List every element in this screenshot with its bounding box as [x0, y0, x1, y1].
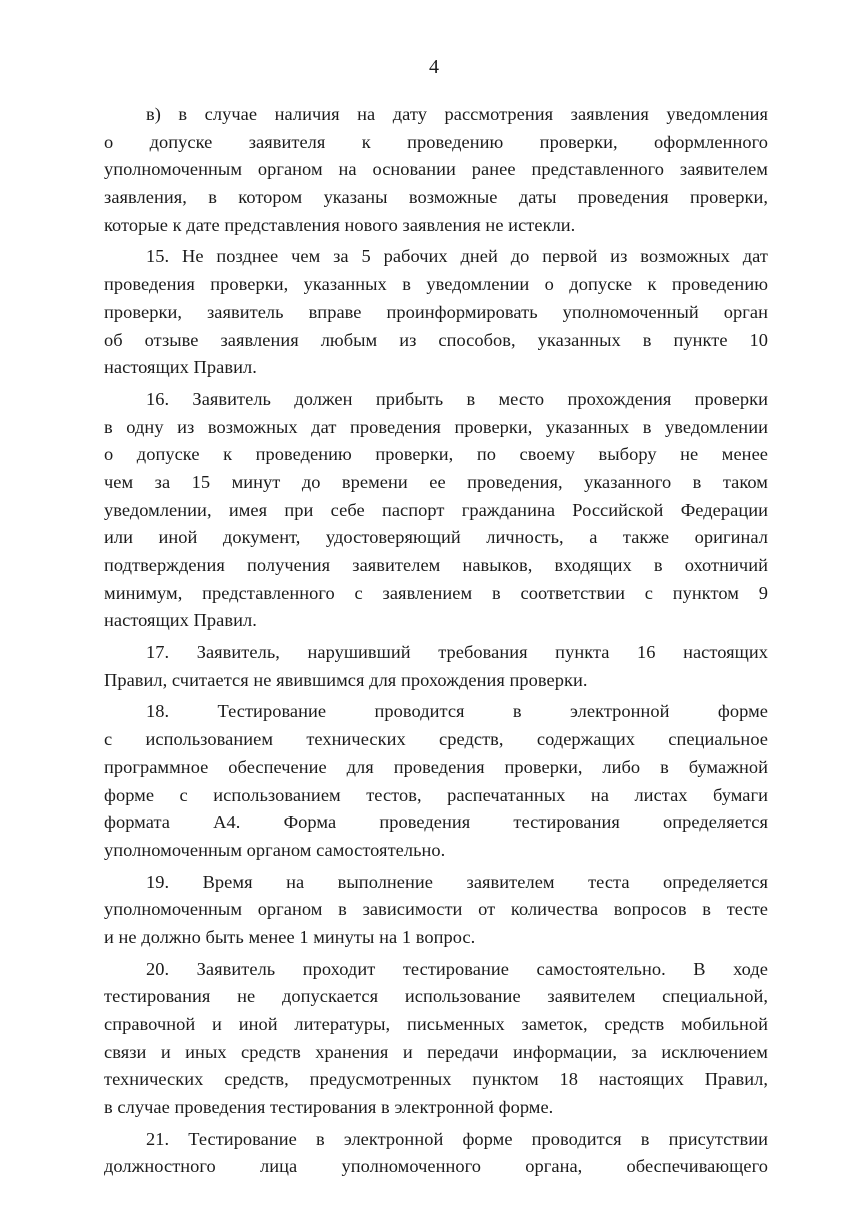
paragraph-clause-16 [104, 386, 768, 635]
paragraph-clause-20 [104, 956, 768, 1122]
paragraph-clause-19 [104, 869, 768, 952]
paragraph-clause-18 [104, 698, 768, 864]
text-line: должностного лица уполномоченного органа, обеспечивающего [104, 1156, 768, 1177]
text-line: настоящих Правил. [104, 357, 257, 378]
text-line: уполномоченным органом на основании ранее представленного заявителем [104, 159, 768, 180]
text-line: проверки, заявитель вправе проинформировать уполномоченный орган [104, 301, 768, 322]
text-line: программное обеспечение для проведения проверки, либо в бумажной [104, 756, 768, 777]
paragraph-clause-14v [104, 101, 768, 239]
text-line: чем за 15 минут до времени ее проведения, указанного в таком [104, 471, 768, 492]
text-line: или иной документ, удостоверяющий личность, а также оригинал [104, 527, 768, 548]
text-line: 18. Тестирование проводится в электронной форме [146, 701, 768, 722]
text-line: 17. Заявитель, нарушивший требования пункта 16 настоящих [146, 642, 768, 663]
text-line: связи и иных средств хранения и передачи информации, за исключением [104, 1041, 768, 1062]
paragraph-clause-21 [104, 1126, 768, 1181]
text-line: в одну из возможных дат проведения проверки, указанных в уведомлении [104, 416, 768, 437]
text-line: заявления, в котором указаны возможные даты проведения проверки, [104, 187, 768, 208]
text-line: формата А4. Форма проведения тестирования определяется [104, 812, 768, 833]
text-line: 15. Не позднее чем за 5 рабочих дней до первой из возможных дат [146, 246, 768, 267]
text-line: о допуске к проведению проверки, по своему выбору не менее [104, 444, 768, 465]
text-line: 20. Заявитель проходит тестирование самостоятельно. В ходе [146, 958, 768, 979]
text-line: настоящих Правил. [104, 610, 257, 631]
text-line: о допуске заявителя к проведению проверки, оформленного [104, 131, 768, 152]
text-line: 16. Заявитель должен прибыть в место прохождения проверки [146, 388, 768, 409]
text-line: с использованием технических средств, содержащих специальное [104, 729, 768, 750]
text-line: в) в случае наличия на дату рассмотрения заявления уведомления [146, 104, 768, 124]
text-line: уполномоченным органом самостоятельно. [104, 839, 446, 860]
document-body [104, 101, 768, 1181]
text-line: которые к дате представления нового заявления не истекли. [104, 214, 576, 235]
text-line: форме с использованием тестов, распечатанных на листах бумаги [104, 784, 768, 805]
page-number: 4 [429, 56, 439, 78]
text-line: в случае проведения тестирования в электронной форме. [104, 1097, 554, 1118]
paragraph-clause-17 [104, 639, 768, 694]
paragraph-clause-15 [104, 243, 768, 381]
text-line: проведения проверки, указанных в уведомлении о допуске к проведению [104, 274, 768, 295]
text-line: Правил, считается не явившимся для прохождения проверки. [104, 669, 588, 690]
text-line: уведомлении, имея при себе паспорт гражданина Российской Федерации [104, 499, 768, 520]
text-line: 19. Время на выполнение заявителем теста определяется [146, 871, 768, 892]
text-line: тестирования не допускается использование заявителем специальной, [104, 986, 768, 1007]
text-line: справочной и иной литературы, письменных заметок, средств мобильной [104, 1014, 768, 1034]
text-line: технических средств, предусмотренных пунктом 18 настоящих Правил, [104, 1069, 768, 1090]
text-line: 21. Тестирование в электронной форме проводится в присутствии [146, 1128, 768, 1149]
text-line: уполномоченным органом в зависимости от количества вопросов в тесте [104, 899, 768, 920]
text-line: и не должно быть менее 1 минуты на 1 вопрос. [104, 926, 476, 947]
text-line: подтверждения получения заявителем навыков, входящих в охотничий [104, 555, 768, 575]
text-line: об отзыве заявления любым из способов, указанных в пункте 10 [104, 329, 768, 350]
text-line: минимум, представленного с заявлением в соответствии с пунктом 9 [104, 582, 768, 603]
